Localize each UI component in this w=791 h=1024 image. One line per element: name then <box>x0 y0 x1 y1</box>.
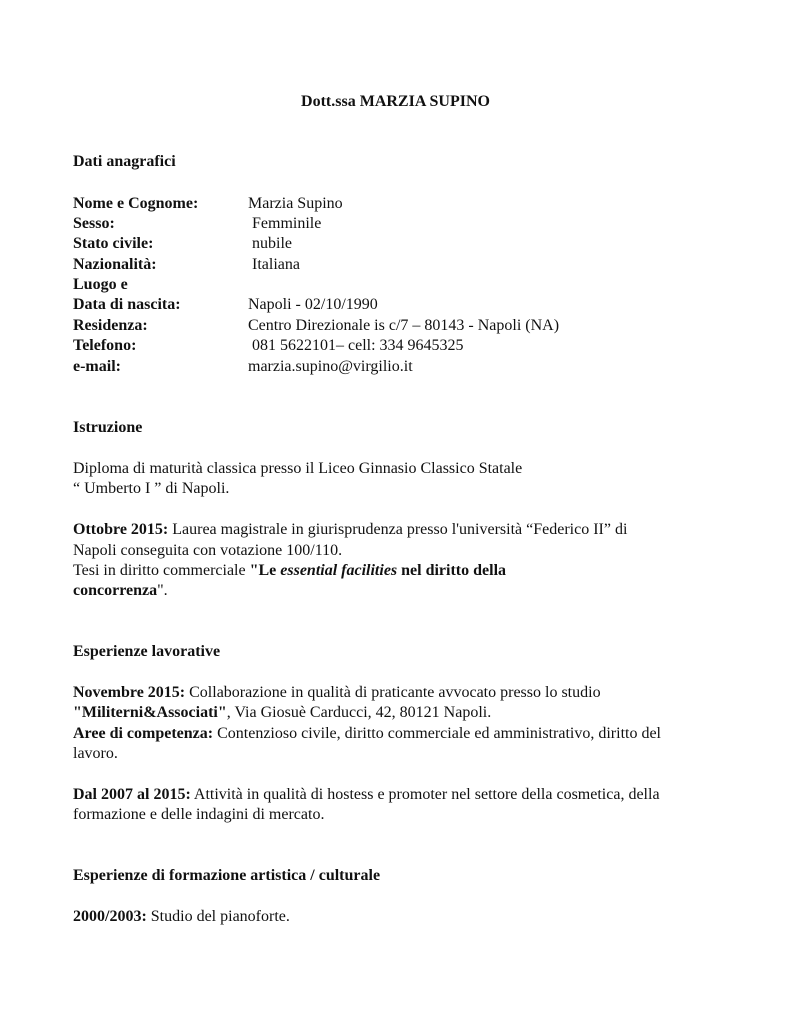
aree-text: Contenzioso civile, diritto commerciale ed amministrativo, diritto del <box>213 725 661 742</box>
nome-value: Marzia Supino <box>248 195 343 212</box>
section-dati-anagrafici: Dati anagrafici <box>73 153 176 170</box>
dal-date: Dal 2007 al 2015: <box>73 786 191 803</box>
residenza-value: Centro Direzionale is c/7 – 80143 - Napoli (NA) <box>248 317 560 334</box>
page-title: Dott.ssa MARZIA SUPINO <box>301 93 490 110</box>
tesi-line-2 <box>73 581 168 601</box>
pianoforte-date: 2000/2003: <box>73 908 147 925</box>
tesi-title-italic: essential facilities <box>280 562 398 579</box>
email-label: e-mail: <box>73 358 121 375</box>
novembre-line-2 <box>73 703 491 723</box>
tesi-line-1 <box>73 561 506 581</box>
dal-line-1 <box>73 785 660 805</box>
laurea-line-1 <box>73 520 627 540</box>
telefono-value: 081 5622101– cell: 334 9645325 <box>252 337 464 354</box>
luogo-label: Luogo e <box>73 276 128 293</box>
pianoforte-line <box>73 907 290 927</box>
tesi-closing: ". <box>157 582 168 599</box>
section-formazione-artistica: Esperienze di formazione artistica / culturale <box>73 867 381 884</box>
diploma-line-1: Diploma di maturità classica presso il Liceo Ginnasio Classico Statale <box>73 460 523 477</box>
dal-line-2: formazione e delle indagini di mercato. <box>73 806 325 823</box>
diploma-line-2: “ Umberto I ” di Napoli. <box>73 480 230 497</box>
section-istruzione: Istruzione <box>73 419 143 436</box>
novembre-date: Novembre 2015: <box>73 684 186 701</box>
aree-line-2: lavoro. <box>73 745 118 762</box>
nome-label: Nome e Cognome: <box>73 195 199 212</box>
pianoforte-text: Studio del pianoforte. <box>146 908 290 925</box>
laurea-date: Ottobre 2015: <box>73 521 169 538</box>
novembre-text: Collaborazione in qualità di praticante avvocato presso lo studio <box>185 684 601 701</box>
section-esperienze-lavorative: Esperienze lavorative <box>73 643 221 660</box>
data-nascita-value: Napoli - 02/10/1990 <box>248 296 378 313</box>
laurea-line-2: Napoli conseguita con votazione 100/110. <box>73 542 343 559</box>
nazionalita-value: Italiana <box>252 256 300 273</box>
tesi-prefix: Tesi in diritto commerciale <box>73 562 250 579</box>
stato-civile-value: nubile <box>252 235 292 252</box>
nazionalita-label: Nazionalità: <box>73 256 157 273</box>
residenza-label: Residenza: <box>73 317 148 334</box>
sesso-value: Femminile <box>252 215 322 232</box>
tesi-title-start: "Le <box>249 562 281 579</box>
stato-civile-label: Stato civile: <box>73 235 154 252</box>
tesi-title-end: concorrenza <box>73 582 158 599</box>
novembre-line-1 <box>73 683 601 703</box>
studio-address: , Via Giosuè Carducci, 42, 80121 Napoli. <box>226 704 492 721</box>
aree-label: Aree di competenza: <box>73 725 214 742</box>
dal-text: Attività in qualità di hostess e promoter nel settore della cosmetica, della <box>190 786 660 803</box>
studio-name: "Militerni&Associati" <box>73 704 227 721</box>
laurea-text: Laurea magistrale in giurisprudenza presso l'università “Federico II” di <box>168 521 628 538</box>
email-value: marzia.supino@virgilio.it <box>248 358 413 375</box>
aree-line-1 <box>73 724 661 744</box>
data-nascita-label: Data di nascita: <box>73 296 181 313</box>
sesso-label: Sesso: <box>73 215 115 232</box>
telefono-label: Telefono: <box>73 337 137 354</box>
tesi-title-mid: nel diritto della <box>397 562 507 579</box>
